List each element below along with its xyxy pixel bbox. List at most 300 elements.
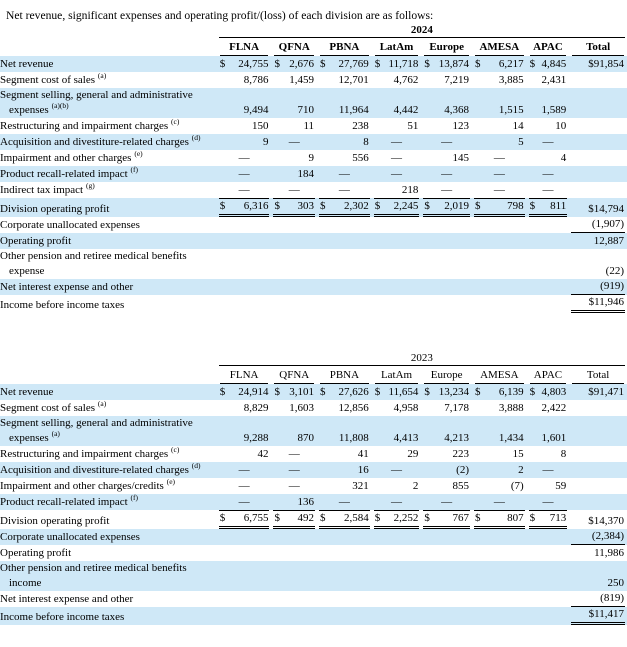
table-row bbox=[0, 150, 627, 166]
year-row bbox=[0, 351, 627, 366]
column-header-pbna bbox=[317, 38, 372, 56]
amount: 6,316 bbox=[243, 200, 269, 212]
value-cell bbox=[217, 545, 272, 561]
value-cell bbox=[372, 494, 422, 510]
currency-symbol: $ bbox=[424, 512, 430, 524]
value-cell bbox=[317, 134, 372, 150]
cell-value: $11,946 bbox=[571, 295, 625, 313]
value-cell bbox=[271, 134, 317, 150]
table-row bbox=[0, 384, 627, 400]
row-label-cell bbox=[0, 416, 217, 446]
value-cell bbox=[372, 510, 422, 529]
footnote-marker: (f) bbox=[128, 165, 139, 175]
value-cell bbox=[472, 494, 527, 510]
row-label-cell bbox=[0, 166, 217, 182]
value-cell bbox=[317, 88, 372, 118]
cell-value: 1,515 bbox=[498, 104, 524, 116]
row-label: Corporate unallocated expenses bbox=[0, 531, 140, 543]
cell-value: — bbox=[542, 496, 554, 508]
cell-value bbox=[423, 385, 470, 400]
cell-value: 9 bbox=[308, 152, 315, 164]
column-header-label: Total bbox=[572, 368, 624, 384]
value-cell bbox=[569, 233, 627, 249]
value-cell bbox=[317, 416, 372, 446]
value-cell bbox=[421, 545, 472, 561]
row-label-cell bbox=[0, 478, 217, 494]
amount: 798 bbox=[507, 200, 524, 212]
value-cell bbox=[472, 166, 527, 182]
value-cell bbox=[217, 166, 272, 182]
cell-value: 2 bbox=[412, 480, 419, 492]
amount: 767 bbox=[452, 512, 469, 524]
cell-value bbox=[319, 198, 370, 217]
cell-value bbox=[529, 57, 568, 72]
cell-value: $91,854 bbox=[588, 58, 624, 70]
currency-symbol: $ bbox=[374, 58, 381, 70]
value-cell bbox=[527, 545, 570, 561]
column-header-label: PBNA bbox=[320, 40, 369, 56]
currency-symbol: $ bbox=[529, 512, 536, 524]
value-cell bbox=[372, 182, 422, 198]
row-label-cell bbox=[0, 607, 217, 625]
value-cell bbox=[421, 400, 472, 416]
spacer-cell bbox=[0, 23, 217, 38]
cell-value bbox=[423, 57, 470, 72]
value-cell bbox=[421, 182, 472, 198]
row-label: Impairment and other charges $^{(e)}$ bbox=[0, 149, 143, 164]
value-cell bbox=[569, 446, 627, 462]
value-cell bbox=[527, 150, 570, 166]
column-header-europe bbox=[421, 366, 472, 384]
value-cell bbox=[317, 217, 372, 233]
value-cell bbox=[527, 384, 570, 400]
spacer-cell bbox=[0, 366, 217, 384]
value-cell bbox=[421, 591, 472, 607]
cell-value: (7) bbox=[510, 480, 524, 492]
cell-value bbox=[273, 385, 315, 400]
value-cell bbox=[317, 462, 372, 478]
currency-symbol: $ bbox=[320, 58, 326, 70]
cell-value: $11,417 bbox=[571, 607, 625, 625]
amount: 811 bbox=[550, 200, 567, 212]
value-cell bbox=[527, 118, 570, 134]
value-cell bbox=[372, 249, 422, 279]
cell-value: — bbox=[288, 464, 300, 476]
value-cell bbox=[271, 416, 317, 446]
value-cell bbox=[372, 88, 422, 118]
row-label-cell bbox=[0, 295, 217, 313]
currency-symbol: $ bbox=[374, 386, 381, 398]
value-cell bbox=[217, 118, 272, 134]
value-cell bbox=[271, 400, 317, 416]
value-cell bbox=[421, 279, 472, 295]
value-cell bbox=[569, 217, 627, 233]
row-label: Product recall-related impact $^{(f)}$ bbox=[0, 165, 139, 180]
table-row bbox=[0, 295, 627, 313]
value-cell bbox=[421, 217, 472, 233]
column-header-amesa bbox=[472, 366, 527, 384]
value-cell bbox=[217, 217, 272, 233]
amount: 27,626 bbox=[338, 386, 369, 398]
value-cell bbox=[317, 249, 372, 279]
row-label: Income before income taxes bbox=[0, 299, 125, 311]
cell-value: 710 bbox=[297, 104, 315, 116]
column-header-label: AMESA bbox=[475, 368, 524, 384]
value-cell bbox=[472, 607, 527, 625]
cell-value: 11,986 bbox=[594, 547, 624, 559]
value-cell bbox=[472, 56, 527, 72]
cell-value bbox=[474, 385, 525, 400]
cell-value: 2,422 bbox=[541, 402, 567, 414]
value-cell bbox=[421, 150, 472, 166]
column-header-latam bbox=[372, 38, 422, 56]
value-cell bbox=[217, 249, 272, 279]
cell-value: — bbox=[338, 496, 350, 508]
value-cell bbox=[217, 591, 272, 607]
division-results-table-2023 bbox=[0, 351, 627, 625]
value-cell bbox=[217, 182, 272, 198]
cell-value: — bbox=[391, 464, 403, 476]
value-cell bbox=[271, 72, 317, 88]
cell-value: 8,829 bbox=[243, 402, 269, 414]
row-label-cell bbox=[0, 118, 217, 134]
cell-value bbox=[374, 57, 420, 72]
value-cell bbox=[372, 400, 422, 416]
value-cell bbox=[271, 150, 317, 166]
value-cell bbox=[527, 561, 570, 591]
cell-value: — bbox=[441, 136, 453, 148]
column-header-pbna bbox=[317, 366, 372, 384]
cell-value: (919) bbox=[571, 279, 625, 295]
value-cell bbox=[421, 295, 472, 313]
value-cell bbox=[317, 400, 372, 416]
cell-value bbox=[529, 385, 568, 400]
value-cell bbox=[217, 198, 272, 217]
cell-value: 4,958 bbox=[393, 402, 419, 414]
amount: 13,874 bbox=[438, 58, 469, 70]
cell-value bbox=[219, 198, 270, 217]
amount: 2,676 bbox=[289, 58, 315, 70]
cell-value: — bbox=[288, 448, 300, 460]
row-label: Restructuring and impairment charges $^{(c)}$ bbox=[0, 117, 180, 132]
footnote-marker: (a) bbox=[49, 429, 60, 439]
table-row bbox=[0, 478, 627, 494]
value-cell bbox=[472, 134, 527, 150]
value-cell bbox=[569, 56, 627, 72]
currency-symbol: $ bbox=[274, 200, 280, 212]
cell-value: 42 bbox=[257, 448, 269, 460]
cell-value: — bbox=[288, 184, 300, 196]
value-cell bbox=[421, 561, 472, 591]
cell-value: 16 bbox=[357, 464, 369, 476]
value-cell bbox=[317, 295, 372, 313]
value-cell bbox=[317, 591, 372, 607]
amount: 27,769 bbox=[338, 58, 369, 70]
value-cell bbox=[472, 545, 527, 561]
cell-value: 4 bbox=[560, 152, 567, 164]
currency-symbol: $ bbox=[474, 58, 481, 70]
cell-value: 11,964 bbox=[338, 104, 369, 116]
cell-value: — bbox=[493, 496, 505, 508]
cell-value bbox=[273, 510, 315, 529]
table-row bbox=[0, 88, 627, 118]
footnote-marker: (g) bbox=[84, 181, 95, 191]
value-cell bbox=[472, 150, 527, 166]
column-header-flna bbox=[217, 366, 272, 384]
currency-symbol: $ bbox=[320, 512, 326, 524]
value-cell bbox=[317, 118, 372, 134]
cell-value: 8 bbox=[363, 136, 369, 148]
value-cell bbox=[317, 510, 372, 529]
cell-value: — bbox=[391, 168, 403, 180]
row-label-cell bbox=[0, 561, 217, 591]
footnote-marker: (a) bbox=[96, 71, 107, 81]
value-cell bbox=[372, 529, 422, 545]
amount: 4,845 bbox=[541, 58, 567, 70]
table-row bbox=[0, 561, 627, 591]
value-cell bbox=[217, 400, 272, 416]
footnote-marker: (e) bbox=[132, 149, 143, 159]
value-cell bbox=[472, 529, 527, 545]
column-header-label: PBNA bbox=[320, 368, 369, 384]
value-cell bbox=[217, 56, 272, 72]
cell-value: 8,786 bbox=[243, 74, 269, 86]
footnote-marker: (d) bbox=[189, 133, 201, 143]
cell-value: $14,794 bbox=[588, 203, 624, 215]
tables-container bbox=[0, 23, 627, 625]
value-cell bbox=[421, 56, 472, 72]
column-header-europe bbox=[421, 38, 472, 56]
value-cell bbox=[271, 217, 317, 233]
cell-value: 9,288 bbox=[243, 432, 269, 444]
value-cell bbox=[527, 217, 570, 233]
table-row bbox=[0, 494, 627, 510]
value-cell bbox=[217, 384, 272, 400]
value-cell bbox=[569, 545, 627, 561]
value-cell bbox=[569, 134, 627, 150]
table-gap bbox=[0, 313, 627, 351]
cell-value: (2) bbox=[456, 464, 469, 476]
cell-value: 51 bbox=[407, 120, 419, 132]
value-cell bbox=[271, 182, 317, 198]
row-label: Acquisition and divestiture-related charges $^{(d)}$ bbox=[0, 133, 201, 148]
spacer-cell bbox=[0, 38, 217, 56]
value-cell bbox=[317, 494, 372, 510]
value-cell bbox=[317, 446, 372, 462]
cell-value: 184 bbox=[297, 168, 315, 180]
value-cell bbox=[527, 279, 570, 295]
value-cell bbox=[372, 217, 422, 233]
amount: 713 bbox=[549, 512, 567, 524]
cell-value bbox=[474, 510, 525, 529]
value-cell bbox=[472, 416, 527, 446]
value-cell bbox=[421, 88, 472, 118]
cell-value: 8 bbox=[560, 448, 567, 460]
value-cell bbox=[372, 56, 422, 72]
value-cell bbox=[472, 446, 527, 462]
footnote-marker: (f) bbox=[128, 493, 139, 503]
currency-symbol: $ bbox=[424, 386, 430, 398]
value-cell bbox=[472, 400, 527, 416]
value-cell bbox=[271, 446, 317, 462]
cell-value bbox=[219, 510, 270, 529]
amount: 6,217 bbox=[498, 58, 524, 70]
amount: 2,252 bbox=[393, 512, 419, 524]
cell-value bbox=[374, 198, 420, 217]
amount: 24,914 bbox=[238, 386, 269, 398]
value-cell bbox=[217, 279, 272, 295]
value-cell bbox=[569, 384, 627, 400]
cell-value: $91,471 bbox=[588, 386, 624, 398]
cell-value: 855 bbox=[452, 480, 469, 492]
table-row bbox=[0, 72, 627, 88]
column-header-label: LatAm bbox=[375, 368, 419, 384]
value-cell bbox=[569, 72, 627, 88]
value-cell bbox=[271, 56, 317, 72]
cell-value: — bbox=[493, 168, 505, 180]
value-cell bbox=[372, 545, 422, 561]
amount: 6,755 bbox=[243, 512, 269, 524]
cell-value: — bbox=[391, 152, 403, 164]
column-header-apac bbox=[527, 366, 570, 384]
value-cell bbox=[217, 607, 272, 625]
cell-value: — bbox=[493, 184, 505, 196]
value-cell bbox=[569, 166, 627, 182]
row-label-cell bbox=[0, 510, 217, 529]
row-label-cell bbox=[0, 233, 217, 249]
value-cell bbox=[421, 510, 472, 529]
column-header-row bbox=[0, 38, 627, 56]
cell-value: 2 bbox=[518, 464, 524, 476]
currency-symbol: $ bbox=[474, 200, 481, 212]
column-header-qfna bbox=[271, 38, 317, 56]
row-label: Operating profit bbox=[0, 235, 72, 247]
row-label-cell bbox=[0, 446, 217, 462]
cell-value: — bbox=[238, 480, 250, 492]
table-row bbox=[0, 233, 627, 249]
cell-value bbox=[319, 510, 370, 529]
value-cell bbox=[317, 150, 372, 166]
value-cell bbox=[472, 217, 527, 233]
footnote-marker: (a) bbox=[96, 399, 107, 409]
value-cell bbox=[217, 416, 272, 446]
value-cell bbox=[527, 88, 570, 118]
cell-value: 2,431 bbox=[541, 74, 567, 86]
cell-value: — bbox=[391, 496, 403, 508]
currency-symbol: $ bbox=[274, 512, 280, 524]
row-label-cell bbox=[0, 249, 217, 279]
cell-value: — bbox=[542, 184, 554, 196]
table-row bbox=[0, 198, 627, 217]
cell-value: — bbox=[238, 152, 250, 164]
column-header-label: QFNA bbox=[274, 40, 314, 56]
value-cell bbox=[527, 182, 570, 198]
row-label-cell bbox=[0, 462, 217, 478]
value-cell bbox=[527, 416, 570, 446]
row-label: Impairment and other charges/credits $^{(e)}$ bbox=[0, 477, 176, 492]
value-cell bbox=[217, 233, 272, 249]
value-cell bbox=[217, 462, 272, 478]
row-label: Other pension and retiree medical benefits income bbox=[0, 562, 187, 589]
value-cell bbox=[271, 166, 317, 182]
value-cell bbox=[421, 72, 472, 88]
currency-symbol: $ bbox=[424, 58, 430, 70]
row-label-cell bbox=[0, 56, 217, 72]
row-label: Division operating profit bbox=[0, 515, 110, 527]
value-cell bbox=[372, 233, 422, 249]
value-cell bbox=[372, 134, 422, 150]
value-cell bbox=[317, 198, 372, 217]
currency-symbol: $ bbox=[424, 200, 430, 212]
cell-value: — bbox=[238, 168, 250, 180]
table-row bbox=[0, 529, 627, 545]
value-cell bbox=[569, 478, 627, 494]
year-row bbox=[0, 23, 627, 38]
value-cell bbox=[527, 591, 570, 607]
value-cell bbox=[527, 249, 570, 279]
value-cell bbox=[217, 295, 272, 313]
column-header-row bbox=[0, 366, 627, 384]
currency-symbol: $ bbox=[274, 58, 280, 70]
amount: 2,584 bbox=[343, 512, 369, 524]
cell-value: 59 bbox=[555, 480, 567, 492]
cell-value: 223 bbox=[452, 448, 469, 460]
value-cell bbox=[472, 591, 527, 607]
value-cell bbox=[217, 446, 272, 462]
column-header-total bbox=[569, 366, 627, 384]
value-cell bbox=[217, 150, 272, 166]
cell-value bbox=[273, 198, 315, 217]
cell-value bbox=[374, 385, 420, 400]
cell-value: 5 bbox=[518, 136, 524, 148]
value-cell bbox=[527, 198, 570, 217]
value-cell bbox=[569, 416, 627, 446]
spacer-cell bbox=[0, 351, 217, 366]
row-label-cell bbox=[0, 150, 217, 166]
value-cell bbox=[271, 510, 317, 529]
cell-value: 4,368 bbox=[444, 104, 469, 116]
cell-value: 4,442 bbox=[393, 104, 419, 116]
cell-value: 238 bbox=[352, 120, 369, 132]
value-cell bbox=[271, 118, 317, 134]
row-label-cell bbox=[0, 88, 217, 118]
cell-value: 1,603 bbox=[289, 402, 315, 414]
table-row bbox=[0, 462, 627, 478]
cell-value: 3,888 bbox=[498, 402, 524, 414]
value-cell bbox=[472, 72, 527, 88]
row-label-cell bbox=[0, 279, 217, 295]
table-row bbox=[0, 279, 627, 295]
value-cell bbox=[569, 150, 627, 166]
value-cell bbox=[421, 118, 472, 134]
amount: 492 bbox=[297, 512, 315, 524]
value-cell bbox=[527, 494, 570, 510]
value-cell bbox=[217, 561, 272, 591]
value-cell bbox=[372, 166, 422, 182]
value-cell bbox=[372, 279, 422, 295]
value-cell bbox=[472, 478, 527, 494]
row-label: Segment cost of sales $^{(a)}$ bbox=[0, 399, 107, 414]
value-cell bbox=[372, 198, 422, 217]
column-header-latam bbox=[372, 366, 422, 384]
value-cell bbox=[372, 416, 422, 446]
row-label: Segment cost of sales $^{(a)}$ bbox=[0, 71, 107, 86]
cell-value: 150 bbox=[251, 120, 269, 132]
year-header-cell bbox=[217, 23, 627, 38]
amount: 13,234 bbox=[438, 386, 469, 398]
value-cell bbox=[271, 384, 317, 400]
cell-value: 1,601 bbox=[541, 432, 567, 444]
